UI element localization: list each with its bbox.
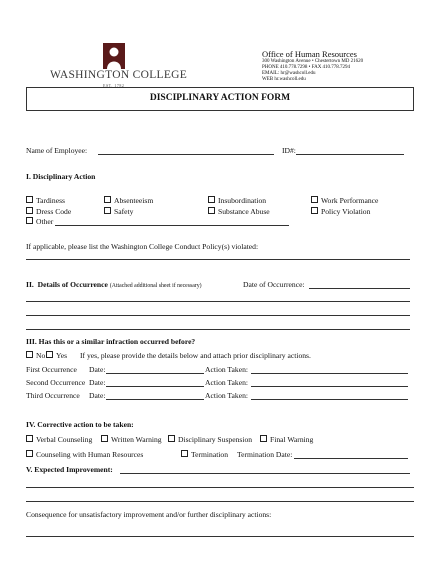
office-email: EMAIL: hr@washcoll.edu: [262, 71, 316, 76]
option-label: Safety: [114, 207, 134, 216]
checkbox-box[interactable]: [26, 351, 33, 358]
termination-date-label: Termination Date:: [237, 450, 293, 459]
checkbox-box[interactable]: [311, 196, 318, 203]
checkbox-box[interactable]: [26, 196, 33, 203]
other-field[interactable]: [55, 225, 289, 226]
section-1-row-2: [0, 207, 440, 217]
improvement-line-2[interactable]: [26, 501, 414, 502]
checkbox-box[interactable]: [101, 435, 108, 442]
date-of-occurrence-field[interactable]: [309, 288, 410, 289]
section-2-number: II.: [26, 280, 34, 289]
section-3-heading: III. Has this or a similar infraction occurred before?: [26, 337, 196, 346]
details-line-3[interactable]: [26, 329, 410, 330]
occurrence-3-date-field[interactable]: [106, 399, 204, 400]
option-label: Insubordination: [218, 196, 267, 205]
section-1-heading: I. Disciplinary Action: [26, 172, 96, 181]
occurrence-label: First Occurrence: [26, 365, 77, 374]
occurrence-1-date-field[interactable]: [106, 373, 204, 374]
section-5-heading: V. Expected Improvement:: [26, 465, 113, 474]
checkbox-box[interactable]: [26, 217, 33, 224]
occurrence-2-action-field[interactable]: [251, 386, 408, 387]
college-seal-icon: [103, 43, 125, 69]
date-of-occurrence-label: Date of Occurrence:: [243, 280, 305, 289]
office-address: 300 Washington Avenue • Chestertown MD 21620: [262, 59, 364, 64]
policy-violated-field[interactable]: [26, 259, 410, 260]
section-2-note: (Attached additional sheet if necessary): [109, 283, 202, 289]
checkbox-final-warning[interactable]: [260, 435, 313, 444]
occurrence-label: Second Occurrence: [26, 378, 86, 387]
option-label: Dress Code: [36, 207, 72, 216]
checkbox-work-performance[interactable]: [311, 196, 378, 205]
option-label: Work Performance: [321, 196, 379, 205]
checkbox-box[interactable]: [181, 450, 188, 457]
checkbox-box[interactable]: [168, 435, 175, 442]
employee-name-field[interactable]: [98, 154, 274, 155]
checkbox-box[interactable]: [104, 207, 111, 214]
occurrence-date-label: Date:: [89, 378, 106, 387]
expected-improvement-field[interactable]: [120, 473, 410, 474]
checkbox-absenteeism[interactable]: [104, 196, 153, 205]
employee-name-label: Name of Employee:: [26, 146, 88, 155]
office-phone-fax: PHONE 410.778.7298 • FAX 410.778.7294: [262, 65, 351, 70]
checkbox-policy-violation[interactable]: [311, 207, 370, 216]
section-3-yes-no: [0, 351, 440, 361]
improvement-line-1[interactable]: [26, 487, 414, 488]
checkbox-box[interactable]: [46, 351, 53, 358]
occurrence-action-label: Action Taken:: [205, 378, 248, 387]
checkbox-safety[interactable]: [104, 207, 133, 216]
checkbox-tardiness[interactable]: [26, 196, 65, 205]
option-label: Substance Abuse: [218, 207, 270, 216]
option-label: Final Warning: [270, 435, 314, 444]
checkbox-box[interactable]: [26, 207, 33, 214]
option-label: Termination: [191, 450, 229, 459]
checkbox-box[interactable]: [311, 207, 318, 214]
office-title: Office of Human Resources: [262, 49, 357, 59]
checkbox-termination[interactable]: [181, 450, 228, 459]
checkbox-box[interactable]: [260, 435, 267, 442]
section-2-title: Details of Occurrence: [37, 280, 108, 289]
checkbox-dress-code[interactable]: [26, 207, 71, 216]
option-label: Policy Violation: [321, 207, 371, 216]
checkbox-insubordination[interactable]: [208, 196, 266, 205]
employee-id-field[interactable]: [296, 154, 404, 155]
details-line-1[interactable]: [26, 301, 410, 302]
checkbox-box[interactable]: [26, 435, 33, 442]
checkbox-box[interactable]: [208, 196, 215, 203]
option-label: Verbal Counseling: [36, 435, 93, 444]
occurrence-action-label: Action Taken:: [205, 391, 248, 400]
option-label: Absenteeism: [114, 196, 154, 205]
section-4-row-1: [0, 435, 440, 445]
section-3-instructions: If yes, please provide the details below and attach prior disciplinary actions.: [80, 351, 311, 360]
occurrence-label: Third Occurrence: [26, 391, 80, 400]
option-label: Yes: [56, 351, 68, 360]
checkbox-counseling-hr[interactable]: [26, 450, 143, 459]
occurrence-2-date-field[interactable]: [106, 386, 204, 387]
checkbox-box[interactable]: [104, 196, 111, 203]
form-title: DISCIPLINARY ACTION FORM: [149, 93, 291, 103]
option-label: Disciplinary Suspension: [178, 435, 253, 444]
checkbox-substance-abuse[interactable]: [208, 207, 270, 216]
option-label: Tardiness: [36, 196, 65, 205]
form-title-box: [26, 87, 414, 111]
policy-violated-label: If applicable, please list the Washington College Conduct Policy(s) violated:: [26, 242, 259, 251]
occurrence-1-action-field[interactable]: [251, 373, 408, 374]
consequence-field[interactable]: [26, 536, 414, 537]
option-label: Other: [36, 217, 54, 226]
option-label: Counseling with Human Resources: [36, 450, 144, 459]
checkbox-yes[interactable]: [46, 351, 67, 360]
checkbox-box[interactable]: [26, 450, 33, 457]
employee-id-label: ID#:: [282, 146, 296, 155]
section-1-row-1: [0, 196, 440, 206]
checkbox-disciplinary-suspension[interactable]: [168, 435, 252, 444]
checkbox-box[interactable]: [208, 207, 215, 214]
occurrence-date-label: Date:: [89, 391, 106, 400]
college-est: EST. 1782: [103, 83, 125, 88]
checkbox-written-warning[interactable]: [101, 435, 162, 444]
option-label: No: [36, 351, 46, 360]
details-line-2[interactable]: [26, 315, 410, 316]
option-label: Written Warning: [111, 435, 162, 444]
checkbox-other[interactable]: [26, 217, 53, 226]
section-4-heading: IV. Corrective action to be taken:: [26, 420, 134, 429]
section-2-heading: [26, 280, 202, 289]
occurrence-date-label: Date:: [89, 365, 106, 374]
occurrence-3-action-field[interactable]: [251, 399, 408, 400]
checkbox-verbal-counseling[interactable]: [26, 435, 92, 444]
office-web: WEB hr.washcoll.edu: [262, 77, 306, 82]
checkbox-no[interactable]: [26, 351, 45, 360]
termination-date-field[interactable]: [294, 458, 408, 459]
occurrence-action-label: Action Taken:: [205, 365, 248, 374]
college-name: WASHINGTON COLLEGE: [50, 69, 188, 81]
consequence-label: Consequence for unsatisfactory improvement and/or further disciplinary actions:: [26, 510, 272, 519]
